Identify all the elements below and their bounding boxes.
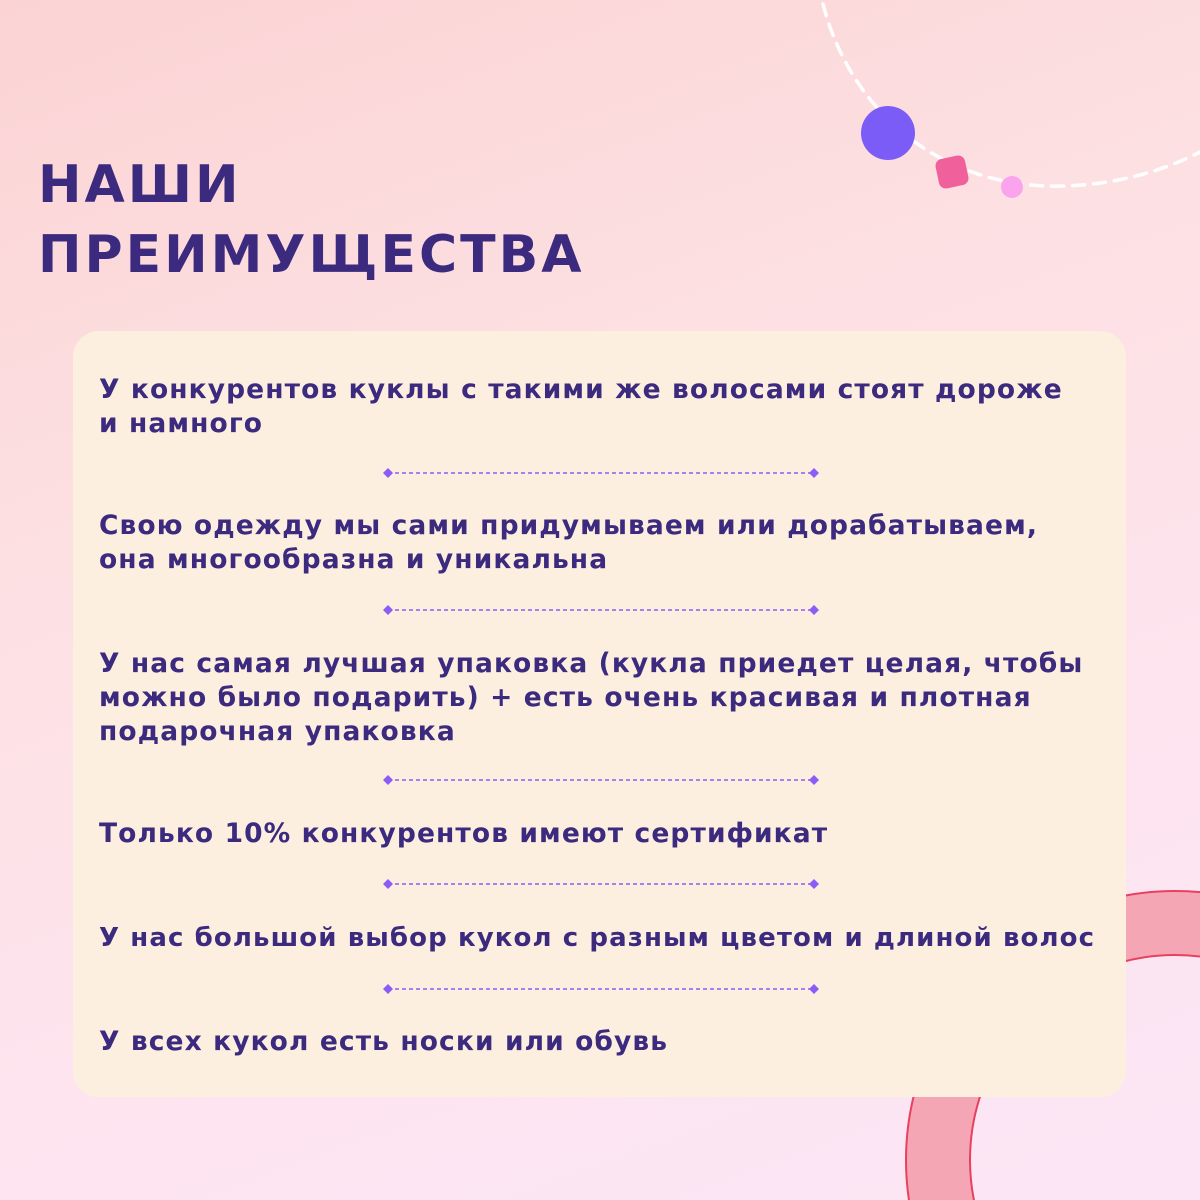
page-title xyxy=(38,150,584,290)
title-line-1: НАШИ xyxy=(38,155,242,215)
advantage-item-4-line-1: Только 10% конкурентов имеют сертификат xyxy=(99,818,829,849)
advantage-item-1-line-2: и намного xyxy=(99,408,264,439)
advantage-item-1-line-1: У конкурентов куклы с такими же волосами стоят дороже xyxy=(99,374,1063,405)
advantage-item-3-line-2: можно было подарить) + есть очень красивая и плотная xyxy=(99,682,1032,713)
purple-dot-icon xyxy=(861,106,915,160)
advantage-item-2-line-2: она многообразна и уникальна xyxy=(99,544,609,575)
advantage-item-6 xyxy=(99,1025,1109,1059)
advantage-item-1 xyxy=(99,373,1109,441)
light-pink-dot-icon xyxy=(1001,176,1023,198)
advantage-item-5-line-1: У нас большой выбор кукол с разным цветом и длиной волос xyxy=(99,923,1096,953)
dashed-divider xyxy=(381,877,821,891)
dashed-divider xyxy=(381,982,821,996)
advantage-item-4 xyxy=(99,817,1109,851)
dashed-divider xyxy=(381,773,821,787)
advantage-item-2 xyxy=(99,509,1109,577)
dashed-divider xyxy=(381,603,821,617)
pink-square-icon xyxy=(934,154,970,190)
dashed-divider xyxy=(381,466,821,480)
advantage-item-3-line-1: У нас самая лучшая упаковка (кукла приедет целая, чтобы xyxy=(99,648,1084,679)
advantage-item-3-line-3: подарочная упаковка xyxy=(99,716,456,747)
advantage-item-3 xyxy=(99,647,1109,749)
advantage-item-2-line-1: Свою одежду мы сами придумываем или дорабатываем, xyxy=(99,510,1039,541)
dashed-orbit-arc xyxy=(823,4,1200,186)
advantages-card xyxy=(73,331,1126,1097)
advantage-item-6-line-1: У всех кукол есть носки или обувь xyxy=(99,1026,669,1057)
advantage-item-5 xyxy=(99,921,1109,955)
title-line-2: ПРЕИМУЩЕСТВА xyxy=(38,225,585,285)
